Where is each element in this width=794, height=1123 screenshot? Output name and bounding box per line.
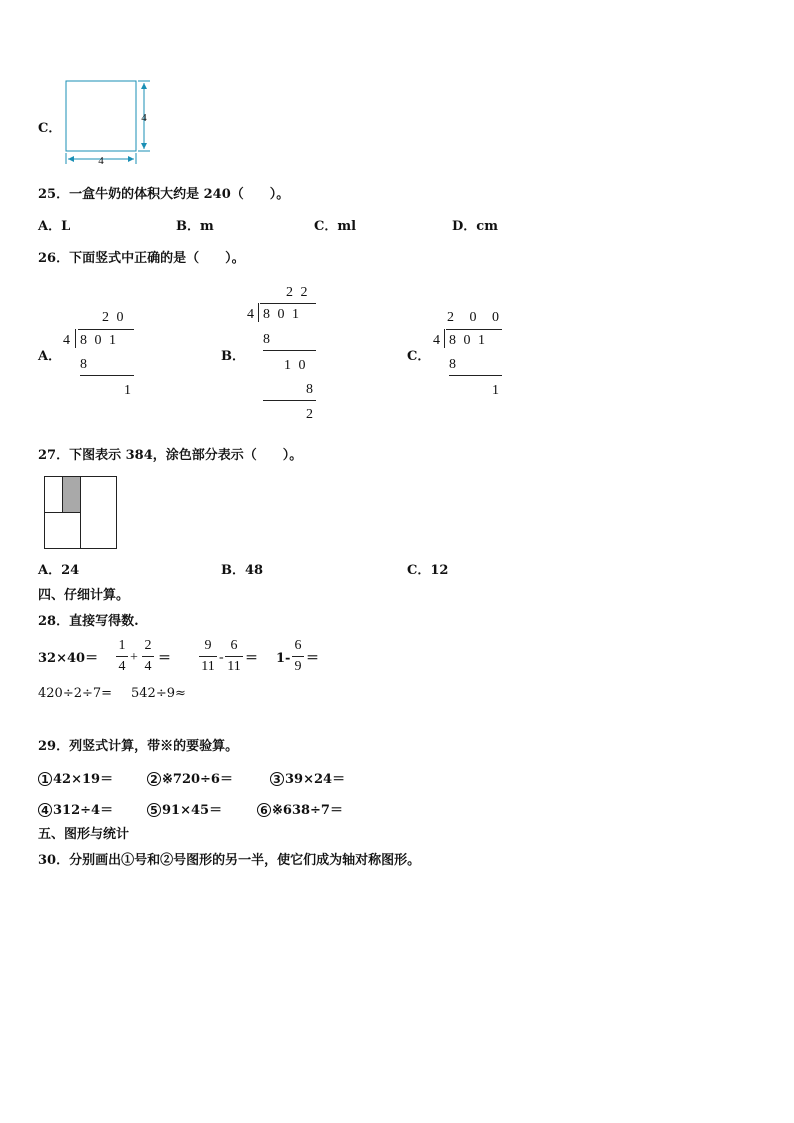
- section-5-title: 五、图形与统计: [38, 827, 130, 842]
- q29-expr: 312÷4＝: [53, 802, 114, 818]
- q29-expr: 42×19＝: [53, 771, 114, 787]
- division-c: [430, 308, 510, 398]
- q29-expr: 39×24＝: [285, 771, 346, 787]
- q27-stem: 27．下图表示 384，涂色部分表示（ ）。: [38, 448, 303, 463]
- q29-item: [147, 803, 222, 817]
- q26-option-b-label[interactable]: B．: [221, 349, 245, 364]
- division-a-quotient: 2 0: [102, 310, 126, 325]
- q24-option-c-label: C．: [38, 121, 62, 136]
- circled-number-icon: 3: [270, 772, 284, 786]
- circled-number-icon: 6: [257, 803, 271, 817]
- q28-stem: 28．直接写得数.: [38, 614, 139, 629]
- division-b-divisor: 4: [247, 307, 254, 322]
- q29-item: [147, 772, 233, 786]
- q26-stem: 26．下面竖式中正确的是（ ）。: [38, 251, 245, 266]
- q27-option-b[interactable]: B．48: [221, 563, 264, 578]
- division-c-sub: 8: [449, 357, 456, 372]
- division-b-mid: 1 0: [284, 358, 308, 373]
- q28-expr-6: 542÷9≈: [131, 686, 186, 701]
- division-b-quotient: 2 2: [286, 285, 310, 300]
- division-c-divisor: 4: [433, 333, 440, 348]
- division-a: [60, 308, 140, 398]
- q29-expr: 91×45＝: [162, 802, 223, 818]
- q28-expr-1: 32×40＝: [38, 651, 99, 666]
- fraction-grid-figure: [43, 475, 119, 551]
- division-a-divisor: 4: [63, 333, 70, 348]
- q29-item: [38, 772, 113, 786]
- q27-option-a[interactable]: A．24: [38, 563, 80, 578]
- q29-item: [270, 772, 345, 786]
- q26-option-c-label[interactable]: C．: [407, 349, 431, 364]
- circled-number-icon: 2: [147, 772, 161, 786]
- division-b-remainder: 2: [306, 407, 313, 422]
- division-b: [244, 283, 324, 423]
- q29-stem: 29．列竖式计算，带※的要验算。: [38, 739, 239, 754]
- q30-stem: 30．分别画出①号和②号图形的另一半，使它们成为轴对称图形。: [38, 853, 421, 868]
- q29-expr: ※638÷7＝: [272, 802, 343, 818]
- division-b-dividend: 8 0 1: [263, 307, 301, 322]
- square-height-label: 4: [141, 112, 147, 124]
- division-c-quotient: 2 0 0: [447, 310, 505, 325]
- division-b-sub1: 8: [263, 332, 270, 347]
- q25-option-c[interactable]: C．ml: [314, 219, 357, 234]
- q27-option-c[interactable]: C．12: [407, 563, 449, 578]
- square-figure: [60, 76, 160, 168]
- circled-number-icon: 5: [147, 803, 161, 817]
- q26-option-a-label[interactable]: A．: [38, 349, 62, 364]
- division-c-dividend: 8 0 1: [449, 333, 487, 348]
- q29-expr: ※720÷6＝: [162, 771, 233, 787]
- division-c-remainder: 1: [492, 383, 499, 398]
- section-4-title: 四、仔细计算。: [38, 588, 130, 603]
- circled-number-icon: 1: [38, 772, 52, 786]
- square-width-label: 4: [98, 155, 104, 167]
- shaded-part: [63, 477, 81, 513]
- q25-option-b[interactable]: B．m: [176, 219, 214, 234]
- q25-option-a[interactable]: A．L: [38, 219, 71, 234]
- q29-item: [38, 803, 113, 817]
- circled-number-icon: 4: [38, 803, 52, 817]
- q25-option-d[interactable]: D．cm: [452, 219, 498, 234]
- q28-expr-5: 420÷2÷7=: [38, 686, 113, 701]
- division-a-sub: 8: [80, 357, 87, 372]
- division-a-remainder: 1: [124, 383, 131, 398]
- q25-stem: 25．一盒牛奶的体积大约是 240（ ）。: [38, 187, 290, 202]
- q29-item: [257, 803, 343, 817]
- division-b-sub2: 8: [306, 382, 313, 397]
- division-a-dividend: 8 0 1: [80, 333, 118, 348]
